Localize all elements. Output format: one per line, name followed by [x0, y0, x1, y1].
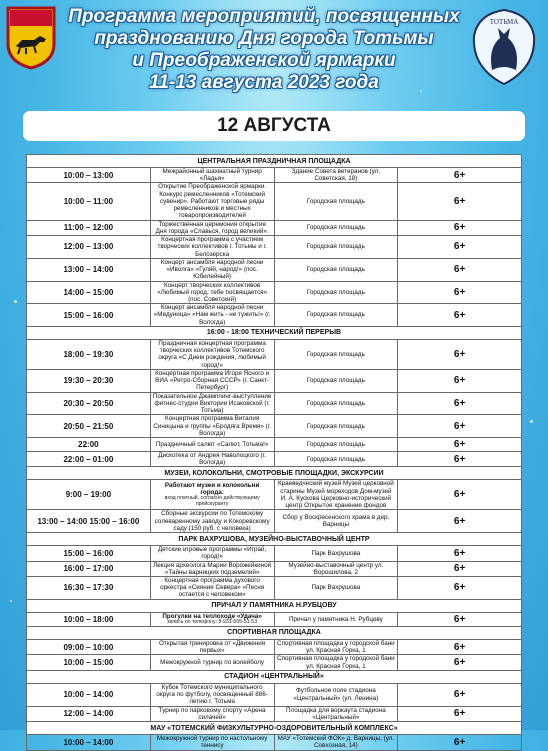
- event-text: Концертная программа Игоря Ясного и ВИА «Ретро-Сборная СССР» (г. Санкт-Петербург): [155, 369, 270, 392]
- event-place: Городская площадь: [274, 339, 398, 369]
- event-title: [150, 168, 274, 183]
- section-header-row: [27, 326, 522, 339]
- header: [0, 0, 548, 108]
- table-row: [27, 639, 522, 654]
- page-title: [60, 6, 468, 94]
- event-title: [150, 561, 274, 576]
- section-title: ПРИЧАЛ У ПАМЯТНИКА Н.РУБЦОВУ: [27, 599, 522, 612]
- age-rating: 6+: [398, 258, 522, 281]
- event-place: Городская площадь: [274, 369, 398, 392]
- table-row: [27, 546, 522, 561]
- event-time: 11:00 – 12:00: [27, 220, 151, 235]
- table-row: [27, 183, 522, 220]
- event-time: 14:00 – 15:00: [27, 281, 151, 304]
- event-time: 16:00 – 17:00: [27, 561, 151, 576]
- event-title: [150, 510, 274, 533]
- section-title: СПОРТИВНАЯ ПЛОЩАДКА: [27, 626, 522, 639]
- age-rating: 6+: [398, 561, 522, 576]
- event-place: Здание Совета ветеранов (ул. Советская, 18): [274, 168, 398, 183]
- age-rating: 6+: [398, 392, 522, 415]
- section-header-row: [27, 533, 522, 546]
- event-note: вход платный, согласно действующему прейскуранту: [164, 495, 260, 508]
- event-text: Концертная программа духового оркестра «Сияние Севера» «Песня остается с человеком»: [160, 577, 265, 599]
- event-time: 18:00 – 19:30: [27, 339, 151, 369]
- table-row: [27, 612, 522, 626]
- event-text: Кубок Тотемского муниципального округа по футболу, посвященный 886-летию г. Тотьма: [156, 683, 268, 706]
- title-line: Программа мероприятий, посвященных: [68, 6, 460, 27]
- age-rating: 6+: [398, 451, 522, 466]
- event-place: Городская площадь: [274, 304, 398, 327]
- section-title: 16:00 - 18:00 ТЕХНИЧЕСКИЙ ПЕРЕРЫВ: [27, 326, 522, 339]
- event-time: 15:00 – 16:00: [27, 304, 151, 327]
- table-row: [27, 339, 522, 369]
- age-rating: 6+: [398, 577, 522, 600]
- age-rating: 6+: [398, 236, 522, 259]
- event-text: Межрайонный шахматный турнир «Ладья»: [162, 168, 262, 183]
- table-row: [27, 683, 522, 706]
- table-row: [27, 415, 522, 438]
- event-title: [150, 392, 274, 415]
- table-row: [27, 437, 522, 451]
- event-place: Городская площадь: [274, 258, 398, 281]
- event-text: Дискотека от Андрея Наволоцкого (г. Вологда): [158, 451, 266, 467]
- age-rating: 6+: [398, 480, 522, 510]
- table-row: [27, 655, 522, 670]
- event-place: Городская площадь: [274, 392, 398, 415]
- age-rating: 6+: [398, 612, 522, 626]
- table-row: [27, 220, 522, 235]
- event-text: Праздничная концертная программа творческих коллективов Тотемского округа «С Днем рождения, любимый город!»: [158, 339, 266, 369]
- event-text: Торжественная церемония открытия Дня города «Славься, город великий».: [155, 220, 269, 235]
- event-text: Концерт творческих коллективов «Любимый город, тебе посвящается» (пос. Советский): [157, 281, 268, 303]
- event-time: 09:00 – 10:00: [27, 639, 151, 654]
- event-title: [150, 236, 274, 259]
- event-time: 10:00 – 13:00: [27, 168, 151, 183]
- event-place: Городская площадь: [274, 451, 398, 466]
- event-text: Работают музеи и колокольни города:: [164, 481, 260, 496]
- table-row: [27, 480, 522, 510]
- age-rating: 6+: [398, 339, 522, 369]
- event-title: [150, 639, 274, 654]
- title-line: 11-13 августа 2023 года: [149, 72, 379, 93]
- age-rating: 6+: [398, 655, 522, 670]
- event-place: Городская площадь: [274, 236, 398, 259]
- age-rating: 6+: [398, 735, 522, 750]
- event-time: 22:00 – 01:00: [27, 451, 151, 466]
- section-header-row: [27, 722, 522, 735]
- event-time: 13:00 – 14:00: [27, 258, 151, 281]
- table-row: [27, 304, 522, 327]
- event-place: Городская площадь: [274, 281, 398, 304]
- section-header-row: [27, 467, 522, 480]
- event-title: [150, 369, 274, 392]
- event-time: 12:00 – 13:00: [27, 236, 151, 259]
- age-rating: 6+: [398, 683, 522, 706]
- age-rating: 6+: [398, 510, 522, 533]
- age-rating: 6+: [398, 220, 522, 235]
- event-place: Сбор у Воскресенского храма в дер. Варницы: [274, 510, 398, 533]
- event-note: запись по телефону: 8-931-505-51-53: [167, 618, 258, 625]
- event-title: [150, 683, 274, 706]
- event-title: [150, 437, 274, 451]
- table-row: [27, 369, 522, 392]
- event-title: [150, 577, 274, 600]
- event-place: Парк Вахрушова: [274, 546, 398, 561]
- event-place: Спортивная площадка у городской бани ул. Красная Горка, 1: [274, 639, 398, 654]
- table-row: [27, 236, 522, 259]
- event-place: МАУ «Тотемский ФОК» д. Варницы, (ул. Совхозная, 14): [274, 735, 398, 750]
- event-text: Прогулки на теплоходе «Удача»: [162, 612, 262, 620]
- event-text: Межокружной турнир по волейболу: [160, 659, 265, 666]
- event-text: Лекция археолога Марии Ворожейкиной «Тайны варницких подземелий»: [153, 561, 272, 576]
- event-place: Краеведческий музей Музей церковной старины Музей мореходов Дом-музей И. А. Кускова Церковно-исторический центр Открытое хранение фондов: [274, 480, 398, 510]
- coat-of-arms-icon: [6, 6, 56, 70]
- event-text: Открытие Преображенской ярмарки. Конкурс ремесленников «Тотемский сувенир». Работают торговые ряды ремесленников и местных товаропроизводителей: [158, 183, 267, 220]
- age-rating: 6+: [398, 437, 522, 451]
- event-text: Концерт ансамбля народной песни «Медуница» «Нам жить - не тужить!» (г. Вологда): [153, 304, 271, 326]
- age-rating: 6+: [398, 304, 522, 327]
- day-label: 12 АВГУСТА: [23, 111, 525, 141]
- event-text: Концертная программа Виталия Синицына и группы «Бродяга Время» (г. Вологда): [153, 415, 271, 437]
- event-text: Турнир по парковому спорту «Арена силачей»: [158, 706, 266, 721]
- event-place: Спортивная площадка у городской бани ул. Красная Горка, 1: [274, 655, 398, 670]
- sparkle: [14, 300, 17, 303]
- event-title: [150, 612, 274, 626]
- event-place: Городская площадь: [274, 437, 398, 451]
- event-place: Футбольное поле стадиона «Центральный» (ул. Ленина): [274, 683, 398, 706]
- table-row: [27, 392, 522, 415]
- event-title: [150, 706, 274, 721]
- event-time: 19:30 – 20:30: [27, 369, 151, 392]
- event-time: 10:00 – 14:00: [27, 735, 151, 750]
- event-title: [150, 339, 274, 369]
- event-text: Концертная программа с участием творческих коллективов г. Тотьмы и г. Белозерска: [157, 236, 267, 258]
- title-line: и Преображенской ярмарки: [132, 50, 396, 71]
- event-time: 16:30 – 17:30: [27, 577, 151, 600]
- event-title: [150, 220, 274, 235]
- event-time: 20:50 – 21:50: [27, 415, 151, 438]
- event-text: Сборные экскурсии по Тотемскому солеваренному заводу и Кокоревскому саду (150 руб. с человека): [154, 510, 270, 532]
- title-line: празднованию Дня города Тотьмы: [94, 28, 434, 49]
- event-text: Межокружной турнир по настольному теннису: [156, 735, 268, 750]
- event-title: [150, 415, 274, 438]
- event-text: Детские игровые программы «Играй, город!»: [158, 546, 267, 561]
- event-text: Праздничный салют «Салют, Тотьма!»: [155, 440, 269, 448]
- event-place: Парк Вахрушова: [274, 577, 398, 600]
- event-title: [150, 546, 274, 561]
- table-row: [27, 281, 522, 304]
- table-row: [27, 258, 522, 281]
- age-rating: 6+: [398, 168, 522, 183]
- event-time: 9:00 – 19:00: [27, 480, 151, 510]
- section-title: ПАРК ВАХРУШОВА, МУЗЕЙНО-ВЫСТАВОЧНЫЙ ЦЕНТР: [27, 533, 522, 546]
- section-header-row: [27, 155, 522, 168]
- event-text: Показательное Джамппинг-выступление фитнес-студии Виктории Исаковской (г. Тотьма): [152, 392, 272, 415]
- event-place: Площадка для воркаута стадиона «Центральный»: [274, 706, 398, 721]
- table-row: [27, 451, 522, 466]
- age-rating: 6+: [398, 639, 522, 654]
- event-title: [150, 480, 274, 510]
- event-title: [150, 258, 274, 281]
- sparkle: [530, 420, 533, 423]
- age-rating: 6+: [398, 281, 522, 304]
- event-time: 10:00 – 18:00: [27, 612, 151, 626]
- table-row: [27, 561, 522, 576]
- event-title: [150, 735, 274, 750]
- event-time: 10:00 – 14:00: [27, 683, 151, 706]
- event-title: [150, 183, 274, 220]
- event-text: Открытая тренировка от «Движения первых»: [159, 639, 266, 655]
- section-title: МУЗЕИ, КОЛОКОЛЬНИ, СМОТРОВЫЕ ПЛОЩАДКИ, ЭКСКУРСИИ: [27, 467, 522, 480]
- table-row: [27, 577, 522, 600]
- table-row: [27, 168, 522, 183]
- event-time: 10:00 – 11:00: [27, 183, 151, 220]
- event-title: [150, 304, 274, 327]
- event-time: 10:00 – 15:00: [27, 655, 151, 670]
- age-rating: 6+: [398, 415, 522, 438]
- age-rating: 6+: [398, 706, 522, 721]
- event-title: [150, 655, 274, 670]
- emblem-text: ТОТЬМА: [489, 18, 519, 26]
- table-row: [27, 735, 522, 750]
- event-time: 22:00: [27, 437, 151, 451]
- event-time: 12:00 – 14:00: [27, 706, 151, 721]
- event-place: Городская площадь: [274, 415, 398, 438]
- section-title: МАУ «ТОТЕМСКИЙ ФИЗКУЛЬТУРНО-ОЗДОРОВИТЕЛЬНЫЙ КОМПЛЕКС»: [27, 722, 522, 735]
- age-rating: 6+: [398, 183, 522, 220]
- section-header-row: [27, 599, 522, 612]
- event-place: Причал у памятника Н. Рубцову: [274, 612, 398, 626]
- event-place: Музейно-выставочный центр ул. Ворошилова, 2: [274, 561, 398, 576]
- event-place: Городская площадь: [274, 220, 398, 235]
- fox-emblem-icon: [470, 8, 538, 86]
- age-rating: 6+: [398, 369, 522, 392]
- event-text: Концерт ансамбля народной песни «Иволга» «Гуляй, народ!» (пос. Юбилейный): [160, 258, 264, 281]
- sparkle: [10, 600, 12, 602]
- event-time: 15:00 – 16:00: [27, 546, 151, 561]
- age-rating: 6+: [398, 546, 522, 561]
- section-header-row: [27, 670, 522, 683]
- section-title: СТАДИОН «ЦЕНТРАЛЬНЫЙ»: [27, 670, 522, 683]
- section-header-row: [27, 626, 522, 639]
- event-place: Городская площадь: [274, 183, 398, 220]
- event-time: 13:00 – 14:00 15:00 – 16:00: [27, 510, 151, 533]
- event-title: [150, 451, 274, 466]
- table-row: [27, 510, 522, 533]
- table-row: [27, 706, 522, 721]
- schedule-table: [26, 154, 522, 750]
- event-title: [150, 281, 274, 304]
- section-title: ЦЕНТРАЛЬНАЯ ПРАЗДНИЧНАЯ ПЛОЩАДКА: [27, 155, 522, 168]
- event-time: 20:30 – 20:50: [27, 392, 151, 415]
